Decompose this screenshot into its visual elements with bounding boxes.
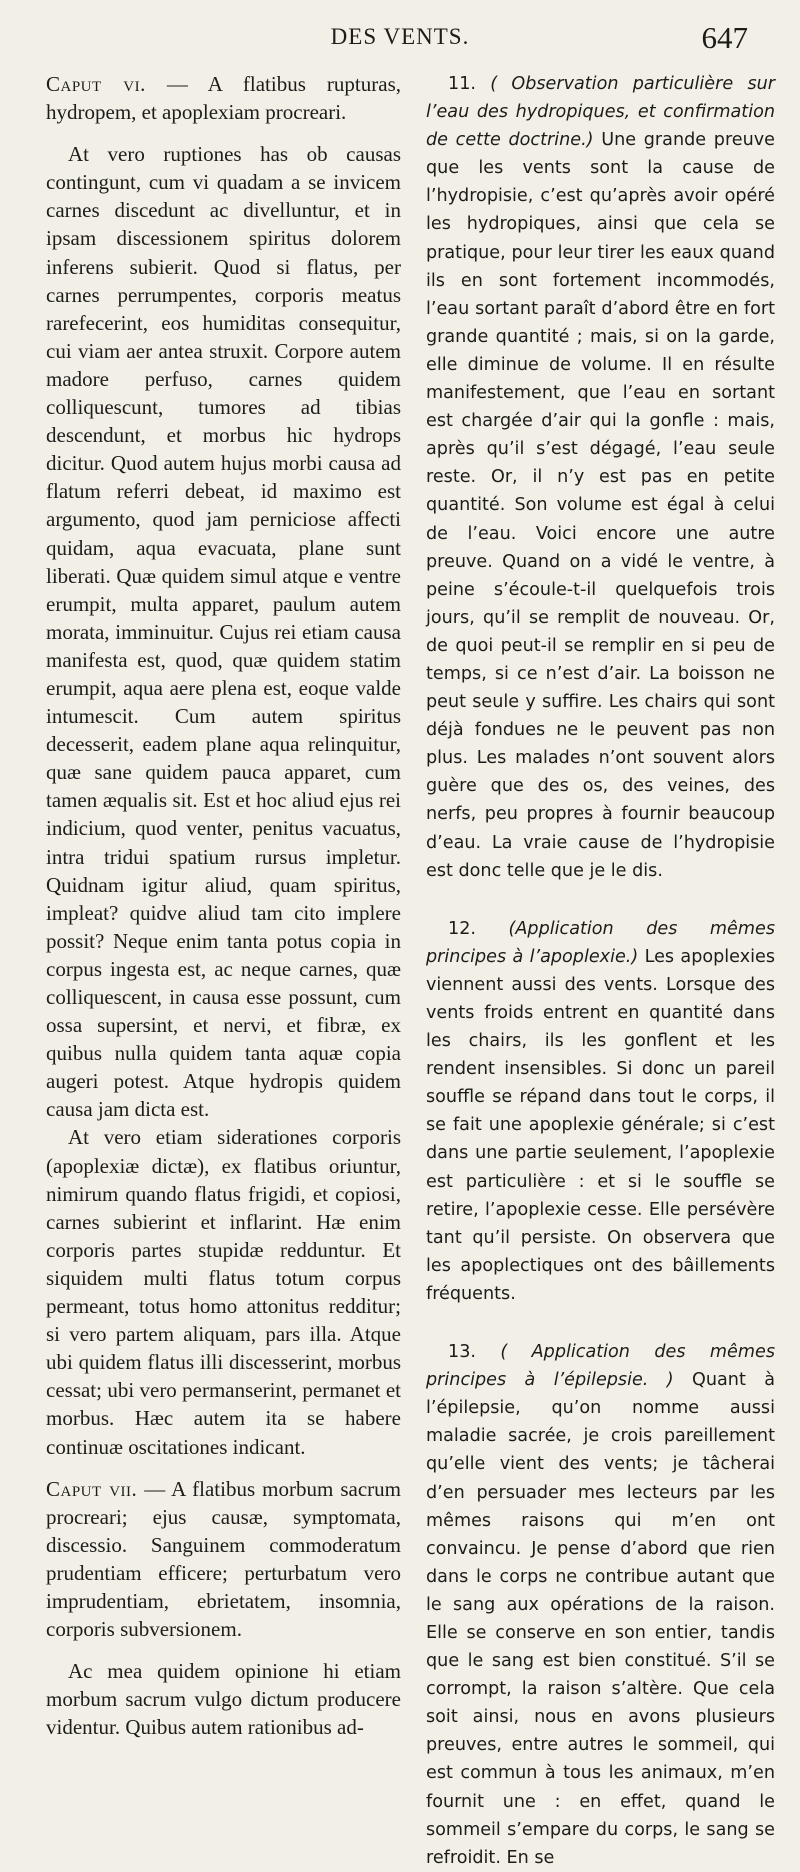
section-12-text: Les apoplexies viennent aussi des vents. Lorsque des vents froids entrent en quantité dans les chairs, ils les gonflent et les rendent insensibles. Si donc un pareil souffle se répand dans tout le corps, il se fait une apoplexie générale; si c’est dans une partie seulement, l’apoplexie est particulière : et si le souffle se retire, l’apoplexie cesse. Elle persévère tant qu’il persiste. On observera que les apoplectiques ont des bâillements fréquents. xyxy=(426,946,775,1304)
section-11 xyxy=(426,70,775,885)
french-column xyxy=(426,70,775,1872)
chapter-6-title: — A flatibus rupturas, hydropem, et apoplexiam procreari. xyxy=(46,72,401,125)
chapter-6-label: Caput vi. xyxy=(46,72,146,96)
chapter-7-heading xyxy=(46,1475,401,1644)
section-11-title: ( Observation particulière sur l’eau des hydropiques, et confirmation de cette doctrine.) xyxy=(426,74,775,151)
section-13-number: 13. xyxy=(448,1342,501,1363)
section-13-title: ( Application des mêmes principes à l’épilepsie. ) xyxy=(426,1342,775,1391)
section-12 xyxy=(426,915,775,1308)
chapter-6-heading xyxy=(46,70,401,126)
chapter-7-label: Caput vii. xyxy=(46,1476,138,1501)
section-13 xyxy=(426,1338,775,1872)
section-11-number: 11. xyxy=(448,74,491,94)
section-11-text: Une grande preuve que les vents sont la cause de l’hydropisie, c’est qu’après avoir opéré les hydropiques, ainsi que cela se pratique, pour leur tirer les eaux quand ils en sont fortement incommodés, l’eau sortant paraît d’abord être en fort grande quantité ; mais, si on la garde, elle diminue de volume. Il en résulte manifestement, que l’eau en sortant est chargée d’air qui la gonfle : mais, après qu’il s’est dégagé, l’eau seule reste. Or, il n’y est pas en petite quantité. Son volume est égal à celui de l’eau. Voici encore une autre preuve. Quand on a vidé le ventre, à peine s’écoule-t-il quelquefois trois jours, qu’il se remplit de nouveau. Or, de quoi peut-il se remplir en si peu de temps, si ce n’est d’air. La boisson ne peut seule y suffire. Les chairs qui sont déjà fondues ne le peuvent pas non plus. Les malades n’ont souvent alors guère que des os, des veines, des nerfs, peu propres à fournir beaucoup d’eau. La vraie cause de l’hydropisie est donc telle que je le dis. xyxy=(426,130,776,881)
section-12-number: 12. xyxy=(448,918,509,939)
page-header xyxy=(0,20,800,60)
chapter-7-title: — A flatibus morbum sacrum procreari; ejus causæ, symptomata, discessio. Sanguinem commoderatum prudentiam efficere; perturbatum vero imprudentiam, ebrietatem, insomnia, corporis subversionem. xyxy=(46,1476,401,1642)
section-13-text: Quant à l’épilepsie, qu’on nomme aussi maladie sacrée, je crois pareillement qu’elle vient des vents; je tâcherai d’en persuader mes lecteurs par les mêmes raisons qui m’en ont convaincu. Je pense d’abord que rien dans le corps ne contribue autant que le sang aux opérations de la raison. Elle se conserve en son entier, tandis que le sang est bien constitué. S’il se corrompt, la raison s’altère. Que cela soit ainsi, nous en avons plusieurs preuves, entre autres le sommeil, qui est commun à tous les animaux, m’en fournit une : en effet, quand le sommeil s’empare du corps, le sang se refroidit. En se xyxy=(426,1370,775,1868)
latin-paragraph-1: At vero ruptiones has ob causas contingunt, cum vi quadam a se invicem carnes discedunt ac divelluntur, et in ipsam discessionem spiritus dolorem inferens subierit. Quod si flatus, per carnes perrumpentes, corporis meatus rarefecerint, eos humiditas consequitur, cui viam aer antea struxit. Corpore autem madore perfuso, carnes quidem colliquescunt, tumores ad tibias descendunt, et morbus hic hydrops dicitur. Quod autem hujus morbi causa ad flatum referri debeat, id maximo est argumento, quod jam perniciose affecti quidam, aqua evacuata, plane sunt liberati. Quæ quidem simul atque e ventre erumpit, multa apparet, paulum autem morata, imminuitur. Cujus rei etiam causa manifesta est, quod, quæ quidem statim erumpit, aqua aere plena est, eoque valde intumescit. Cum autem spiritus decesserit, eadem plane aqua relinquitur, quæ sane quidem pauca apparet, cum tamen æqualis sit. Est et hoc aliud ejus rei indicium, quod venter, penitus vacuatus, intra tridui spatium rursus impletur. Quidnam igitur aliud, quam spiritus, impleat? quidve aliud tam cito implere possit? Neque enim tanta potus copia in corpus ingesta est, ac neque carnes, quæ colliquescent, in causa esse possunt, cum ossa supersint, et nervi, et fibræ, ex quibus nulla quidem tanta aquæ copia augeri potest. Atque hydropis quidem causa jam dicta est. xyxy=(46,142,401,1122)
page-number: 647 xyxy=(701,20,748,55)
latin-paragraph-2: At vero etiam siderationes corporis (apoplexiæ dictæ), ex flatibus oriuntur, nimirum quando flatus frigidi, et copiosi, carnes subierint et inflarint. Hæ enim corporis partes stupidæ redduntur. Et siquidem multi flatus totum corpus permeant, totus homo attonitus redditur; si vero partem aliquam, pars illa. Atque ubi quidem flatus illi discesserint, morbus cessat; ubi vero permanserint, permanet et morbus. Hæc autem ita se habere continuæ oscitationes indicant. xyxy=(46,1125,401,1459)
running-head: DES VENTS. xyxy=(330,24,470,49)
section-12-title: (Application des mêmes principes à l’apoplexie.) xyxy=(426,918,775,967)
latin-column xyxy=(46,70,401,1741)
latin-paragraph-3: Ac mea quidem opinione hi etiam morbum sacrum vulgo dictum producere videntur. Quibus autem rationibus ad- xyxy=(46,1659,401,1740)
